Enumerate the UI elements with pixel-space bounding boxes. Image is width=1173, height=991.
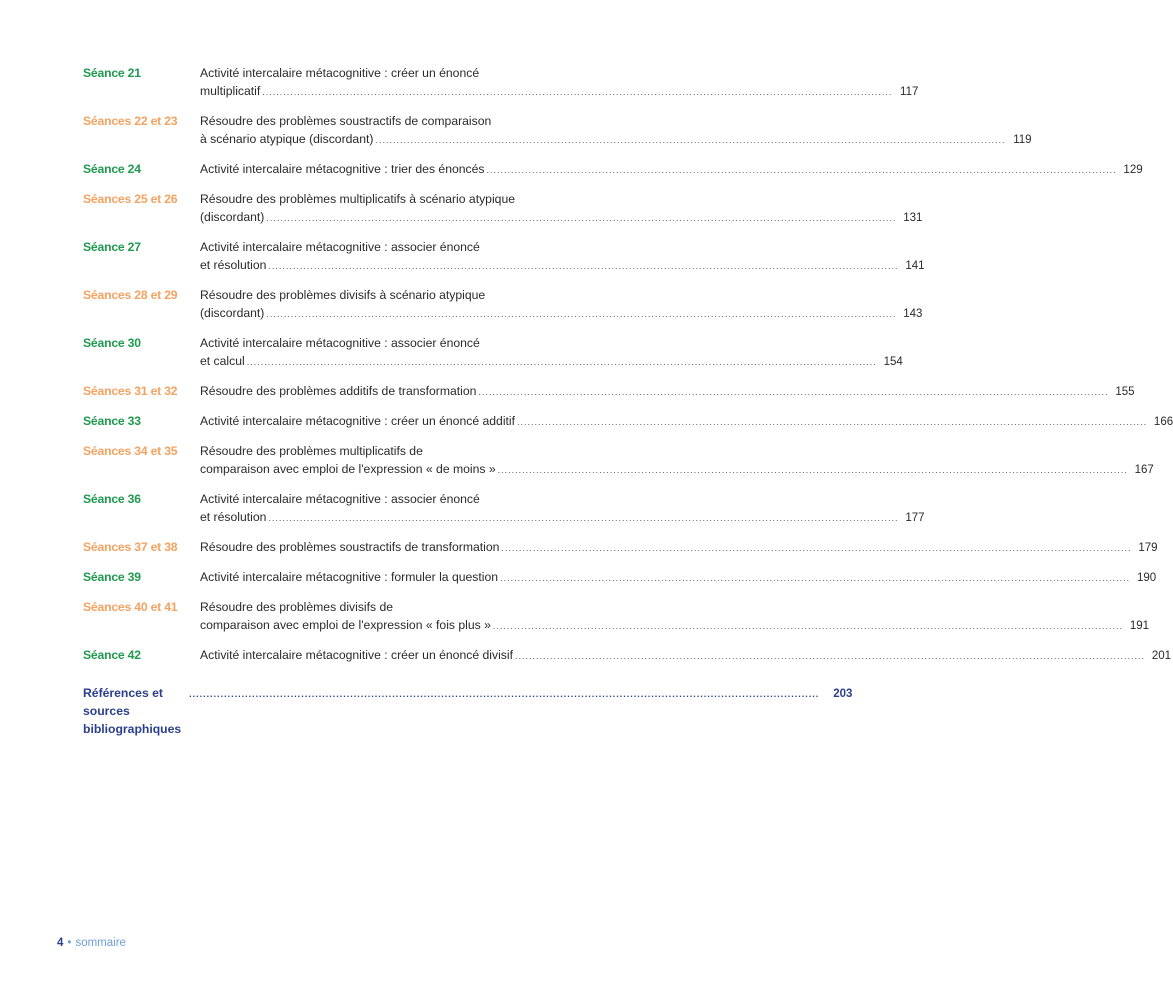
page-reference: 190 (1136, 572, 1157, 584)
page-reference: 154 (883, 356, 903, 368)
dot-leader (517, 413, 1147, 431)
section-name: sommaire (75, 937, 126, 949)
dot-leader (268, 257, 898, 275)
description-line: et calcul (200, 354, 245, 368)
footer-separator: • (67, 937, 72, 949)
session-label: Séance 42 (83, 648, 141, 662)
session-label: Séances 25 et 26 (83, 192, 178, 206)
toc-entry[interactable] (83, 112, 1032, 149)
toc-entry[interactable] (83, 538, 1158, 557)
page-reference: 177 (905, 512, 925, 524)
page-reference: 191 (1129, 620, 1150, 632)
dot-leader (375, 131, 1005, 149)
session-label: Séances 40 et 41 (83, 600, 178, 614)
page-footer (57, 937, 126, 949)
toc-entry[interactable] (83, 160, 1143, 179)
dot-leader (266, 305, 896, 323)
description-line: Activité intercalaire métacognitive : trier des énoncés (200, 162, 485, 176)
entry-description (200, 64, 918, 101)
page-reference: 143 (903, 308, 923, 320)
description-line: Activité intercalaire métacognitive : associer énoncé (200, 240, 480, 254)
description-line: (discordant) (200, 306, 265, 320)
toc-entry[interactable] (83, 490, 925, 527)
dot-leader (266, 209, 896, 227)
description-line: Résoudre des problèmes soustractifs de transformation (200, 540, 500, 554)
toc-entry[interactable] (83, 412, 1173, 431)
entry-description (200, 646, 1171, 665)
toc-entry[interactable] (83, 238, 925, 275)
page-reference: 179 (1138, 542, 1158, 554)
page-reference: 117 (900, 86, 919, 98)
table-of-contents (83, 64, 1173, 738)
description-line: à scénario atypique (discordant) (200, 132, 374, 146)
page-reference: 167 (1134, 464, 1154, 476)
references-entry[interactable] (83, 684, 853, 738)
entry-description (200, 334, 903, 371)
toc-entry[interactable] (83, 190, 923, 227)
description-line: comparaison avec emploi de l'expression « fois plus » (200, 618, 491, 632)
entry-description (200, 238, 925, 275)
toc-entry[interactable] (83, 334, 903, 371)
session-label: Séance 36 (83, 492, 141, 506)
entry-description (200, 112, 1032, 149)
dot-leader (478, 383, 1108, 401)
description-line: Résoudre des problèmes divisifs à scénario atypique (200, 288, 486, 302)
page-number: 4 (57, 937, 64, 949)
session-label: Séances 34 et 35 (83, 444, 178, 458)
description-line: Activité intercalaire métacognitive : associer énoncé (200, 492, 480, 506)
description-line: Résoudre des problèmes soustractifs de comparaison (200, 114, 492, 128)
page-reference: 131 (903, 212, 923, 224)
description-line: et résolution (200, 510, 267, 524)
description-line: Activité intercalaire métacognitive : créer un énoncé divisif (200, 648, 513, 662)
entry-description (200, 442, 1154, 479)
page-reference: 129 (1123, 164, 1143, 176)
entry-description (200, 412, 1173, 431)
dot-leader (498, 461, 1128, 479)
session-label: Séance 39 (83, 570, 141, 584)
session-label: Séances 22 et 23 (83, 114, 178, 128)
page-reference: 155 (1115, 386, 1135, 398)
references-label: Références et sources bibliographiques (83, 686, 182, 736)
entry-description (200, 160, 1143, 179)
entry-description (200, 286, 922, 323)
description-line: et résolution (200, 258, 267, 272)
entry-description (200, 382, 1135, 401)
page-reference: 201 (1151, 650, 1172, 662)
description-line: Activité intercalaire métacognitive : créer un énoncé additif (200, 414, 516, 428)
dot-leader (515, 647, 1145, 665)
session-label: Séance 30 (83, 336, 141, 350)
entry-description (200, 598, 1149, 635)
page-reference: 203 (833, 688, 853, 700)
description-line: Activité intercalaire métacognitive : formuler la question (200, 570, 499, 584)
dot-leader (493, 617, 1123, 635)
dot-leader (268, 509, 898, 527)
description-line: Résoudre des problèmes additifs de transformation (200, 384, 477, 398)
dot-leader (501, 539, 1131, 557)
page-reference: 166 (1153, 416, 1173, 428)
entry-description (200, 538, 1158, 557)
toc-entry[interactable] (83, 286, 923, 323)
page-reference: 141 (905, 260, 925, 272)
entry-description (200, 190, 922, 227)
description-line: multiplicatif (200, 84, 261, 98)
description-line: Activité intercalaire métacognitive : associer énoncé (200, 336, 480, 350)
dot-leader (487, 161, 1117, 179)
dot-leader (262, 83, 892, 101)
description-line: Résoudre des problèmes multiplicatifs à scénario atypique (200, 192, 516, 206)
session-label: Séance 33 (83, 414, 141, 428)
dot-leader (189, 685, 819, 703)
description-line: Activité intercalaire métacognitive : créer un énoncé (200, 66, 480, 80)
session-label: Séances 37 et 38 (83, 540, 178, 554)
toc-entry[interactable] (83, 64, 919, 101)
session-label: Séance 24 (83, 162, 141, 176)
entry-description (200, 490, 925, 527)
dot-leader (247, 353, 877, 371)
session-label: Séances 31 et 32 (83, 384, 178, 398)
description-line: comparaison avec emploi de l'expression « de moins » (200, 462, 496, 476)
description-line: Résoudre des problèmes divisifs de (200, 600, 394, 614)
toc-entry[interactable] (83, 382, 1135, 401)
description-line: Résoudre des problèmes multiplicatifs de (200, 444, 423, 458)
description-line: (discordant) (200, 210, 265, 224)
entry-description (200, 568, 1156, 587)
toc-entry[interactable] (83, 646, 1172, 665)
session-label: Séances 28 et 29 (83, 288, 178, 302)
page-reference: 119 (1013, 134, 1032, 146)
session-label: Séance 27 (83, 240, 141, 254)
dot-leader (500, 569, 1130, 587)
toc-entry[interactable] (83, 568, 1157, 587)
toc-entry[interactable] (83, 442, 1154, 479)
toc-entry[interactable] (83, 598, 1150, 635)
session-label: Séance 21 (83, 66, 141, 80)
